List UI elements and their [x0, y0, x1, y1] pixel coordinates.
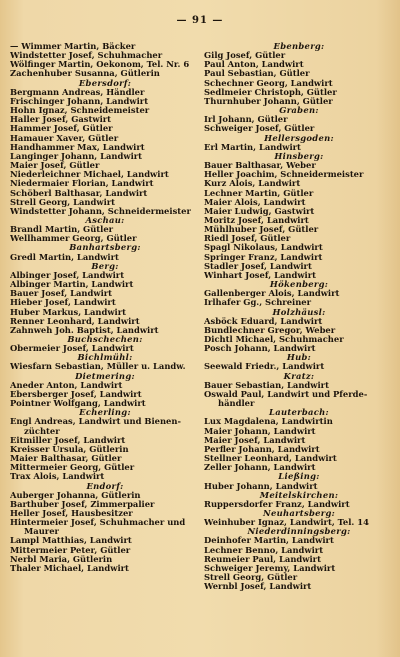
- directory-entry: Hamauer Xaver, Gütler: [10, 133, 119, 143]
- directory-entry: Bauer Balthasar, Weber: [204, 161, 316, 171]
- place-heading: Hellersgoden:: [264, 133, 334, 143]
- directory-entry: Niedermaier Florian, Landwirt: [10, 179, 154, 189]
- directory-entry: Dichtl Michael, Schuhmacher: [204, 335, 344, 344]
- directory-entry: Windstetter Josef, Schuhmacher: [10, 51, 163, 61]
- directory-entry: Huber Markus, Landwirt: [10, 307, 126, 317]
- directory-entry: Barthuber Josef, Zimmerpalier: [10, 499, 155, 509]
- place-heading: Echerling:: [79, 408, 131, 418]
- directory-entry: Lechner Benno, Landwirt: [204, 545, 324, 555]
- place-heading: Kratz:: [283, 371, 315, 381]
- place-heading: Graben:: [279, 106, 319, 116]
- directory-entry: Paul Sebastian, Gütler: [204, 69, 310, 79]
- directory-entry: Lux Magdalena, Landwirtin: [204, 417, 333, 427]
- place-heading: Bichlmühl:: [77, 353, 133, 363]
- place-heading: Dietmering:: [75, 371, 135, 381]
- directory-entry: Ebersberger Josef, Landwirt: [10, 389, 142, 399]
- directory-entry: Wernbl Josef, Landwirt: [204, 582, 312, 592]
- directory-entry: Lechner Martin, Gütler: [204, 188, 314, 198]
- entry-continuation: händler: [218, 399, 255, 409]
- directory-entry: Frischinger Johann, Landwirt: [10, 96, 149, 106]
- directory-entry: Winhart Josef, Landwirt: [204, 270, 317, 280]
- right-column: [204, 42, 394, 591]
- place-heading: Ließing:: [278, 472, 320, 482]
- directory-entry: Oswald Paul, Landwirt und Pferde-: [204, 389, 368, 399]
- directory-entry: Albinger Josef, Landwirt: [10, 270, 125, 280]
- directory-entry: Aneder Anton, Landwirt: [10, 380, 123, 390]
- directory-entry: Strell Georg, Landwirt: [10, 197, 116, 207]
- directory-entry: Erl Martin, Landwirt: [204, 142, 301, 152]
- directory-entry: Hieber Josef, Landwirt: [10, 298, 116, 308]
- directory-entry: Handhammer Max, Landwirt: [10, 142, 145, 152]
- place-heading: Berg:: [91, 261, 119, 271]
- left-column: [10, 42, 200, 573]
- directory-entry: Zahnweh Joh. Baptist, Landwirt: [10, 325, 159, 335]
- directory-entry: Heller Josef, Hausbesitzer: [10, 508, 133, 518]
- directory-entry: Mühlhuber Josef, Gütler: [204, 225, 319, 235]
- directory-entry: Obermeier Josef, Landwirt: [10, 344, 134, 354]
- directory-entry: Zachenhuber Susanna, Gütlerin: [10, 69, 160, 79]
- place-heading: Hökenberg:: [269, 280, 329, 290]
- directory-entry: Thurnhuber Johann, Gütler: [204, 96, 333, 106]
- directory-entry: Schechner Georg, Landwirt: [204, 78, 333, 88]
- directory-entry: Stadler Josef, Landwirt: [204, 261, 312, 271]
- directory-entry: Reumeier Paul, Landwirt: [204, 554, 321, 564]
- directory-entry: Perfler Johann, Landwirt: [204, 444, 320, 454]
- directory-entry: Mittermeier Georg, Gütler: [10, 463, 135, 473]
- directory-entry: Maier Ludwig, Gastwirt: [204, 206, 315, 216]
- place-heading: Neuhartsberg:: [262, 508, 336, 518]
- directory-entry: Schweiger Jeremy, Landwirt: [204, 563, 336, 573]
- place-heading: Endorf:: [86, 481, 124, 491]
- directory-entry: Maier Josef, Gütler: [10, 161, 100, 171]
- place-heading: Meitelskirchen:: [259, 490, 339, 500]
- directory-entry: Schöberl Balthasar, Landwirt: [10, 188, 148, 198]
- place-heading: Lauterbach:: [269, 408, 329, 418]
- directory-entry: Deinhofer Martin, Landwirt: [204, 536, 334, 546]
- directory-entry: Niederleichner Michael, Landwirt: [10, 170, 169, 180]
- directory-entry: Hammer Josef, Gütler: [10, 124, 113, 134]
- place-heading: Banhartsberg:: [69, 243, 141, 253]
- directory-entry: Strell Georg, Gütler: [204, 573, 298, 583]
- place-heading: Hinsberg:: [274, 151, 324, 161]
- directory-entry: Schweiger Josef, Gütler: [204, 124, 315, 134]
- place-heading: Hub:: [286, 353, 312, 363]
- directory-entry: Weinhuber Ignaz, Landwirt, Tel. 14: [204, 518, 369, 528]
- directory-entry: Posch Johann, Landwirt: [204, 344, 316, 354]
- directory-entry: Lampl Matthias, Landwirt: [10, 536, 132, 546]
- directory-entry: Asböck Eduard, Landwirt: [204, 316, 323, 326]
- directory-entry: Huber Johann, Landwirt: [204, 481, 318, 491]
- directory-entry: Windstetter Johann, Schneidermeister: [10, 206, 191, 216]
- directory-entry: — Wimmer Martin, Bäcker: [10, 42, 136, 51]
- directory-entry: Gilg Josef, Gütler: [204, 51, 286, 61]
- directory-entry: Pointner Wolfgang, Landwirt: [10, 399, 146, 409]
- directory-entry: Zeller Johann, Landwirt: [204, 463, 316, 473]
- directory-entry: Bundlechner Gregor, Weber: [204, 325, 336, 335]
- directory-entry: Mittermeier Peter, Gütler: [10, 545, 131, 555]
- directory-entry: Maier Balthasar, Gütler: [10, 454, 122, 464]
- directory-entry: Heller Joachim, Schneidermeister: [204, 170, 364, 180]
- place-heading: Holzhäusl:: [272, 307, 326, 317]
- entry-continuation: Maurer: [24, 527, 59, 537]
- directory-entry: Sedlmeier Christoph, Gütler: [204, 87, 337, 97]
- directory-entry: Kurz Alois, Landwirt: [204, 179, 301, 189]
- directory-entry: Irlhafer Gg., Schreiner: [204, 298, 312, 308]
- place-heading: Ebenberg:: [273, 42, 325, 51]
- directory-entry: Ruppersdorfer Franz, Landwirt: [204, 499, 350, 509]
- place-heading: Buchschechen:: [67, 335, 143, 344]
- directory-entry: Maier Josef, Landwirt: [204, 435, 306, 445]
- directory-entry: Wiesfarn Sebastian, Müller u. Landw.: [10, 362, 186, 372]
- directory-entry: Seewald Friedr., Landwirt: [204, 362, 325, 372]
- directory-entry: Langinger Johann, Landwirt: [10, 151, 143, 161]
- entry-continuation: züchter: [24, 426, 60, 436]
- directory-entry: Kreisser Ursula, Gütlerin: [10, 444, 129, 454]
- directory-entry: Engl Andreas, Landwirt und Bienen-: [10, 417, 181, 427]
- directory-entry: Nerbl Maria, Gütlerin: [10, 554, 113, 564]
- directory-entry: Albinger Martin, Landwirt: [10, 280, 134, 290]
- page-number: — 91 —: [176, 15, 224, 26]
- directory-entry: Hohn Ignaz, Schneidemeister: [10, 106, 150, 116]
- directory-entry: Springer Franz, Landwirt: [204, 252, 323, 262]
- directory-entry: Bauer Sebastian, Landwirt: [204, 380, 329, 390]
- directory-entry: Maier Johann, Landwirt: [204, 426, 316, 436]
- directory-entry: Spagl Nikolaus, Landwirt: [204, 243, 323, 253]
- directory-entry: Wölfinger Martin, Oekonom, Tel. Nr. 6: [10, 60, 190, 70]
- directory-entry: Moritz Josef, Landwirt: [204, 215, 309, 225]
- directory-entry: Eitmiller Josef, Landwirt: [10, 435, 126, 445]
- directory-entry: Irl Johann, Gütler: [204, 115, 288, 125]
- directory-entry: Paul Anton, Landwirt: [204, 60, 304, 70]
- directory-entry: Haller Josef, Gastwirt: [10, 115, 112, 125]
- place-heading: Ebersdorf:: [78, 78, 132, 88]
- directory-entry: Brandl Martin, Gütler: [10, 225, 114, 235]
- directory-entry: Bergmann Andreas, Händler: [10, 87, 145, 97]
- directory-entry: Maier Alois, Landwirt: [204, 197, 306, 207]
- directory-entry: Hintermeier Josef, Schuhmacher und: [10, 518, 186, 528]
- directory-entry: Auberger Johanna, Gütlerin: [10, 490, 141, 500]
- directory-entry: Stellner Leonhard, Landwirt: [204, 454, 337, 464]
- directory-entry: Wellhammer Georg, Gütler: [10, 234, 137, 244]
- place-heading: Niederdinningsberg:: [247, 527, 351, 537]
- directory-entry: Thaler Michael, Landwirt: [10, 563, 129, 573]
- directory-entry: Gredl Martin, Landwirt: [10, 252, 119, 262]
- directory-entry: Gallenberger Alois, Landwirt: [204, 289, 340, 299]
- directory-entry: Bauer Josef, Landwirt: [10, 289, 113, 299]
- directory-entry: Renner Leonhard, Landwirt: [10, 316, 140, 326]
- directory-entry: Trax Alois, Landwirt: [10, 472, 105, 482]
- directory-entry: Riedl Josef, Gütler: [204, 234, 291, 244]
- place-heading: Aschau:: [85, 215, 125, 225]
